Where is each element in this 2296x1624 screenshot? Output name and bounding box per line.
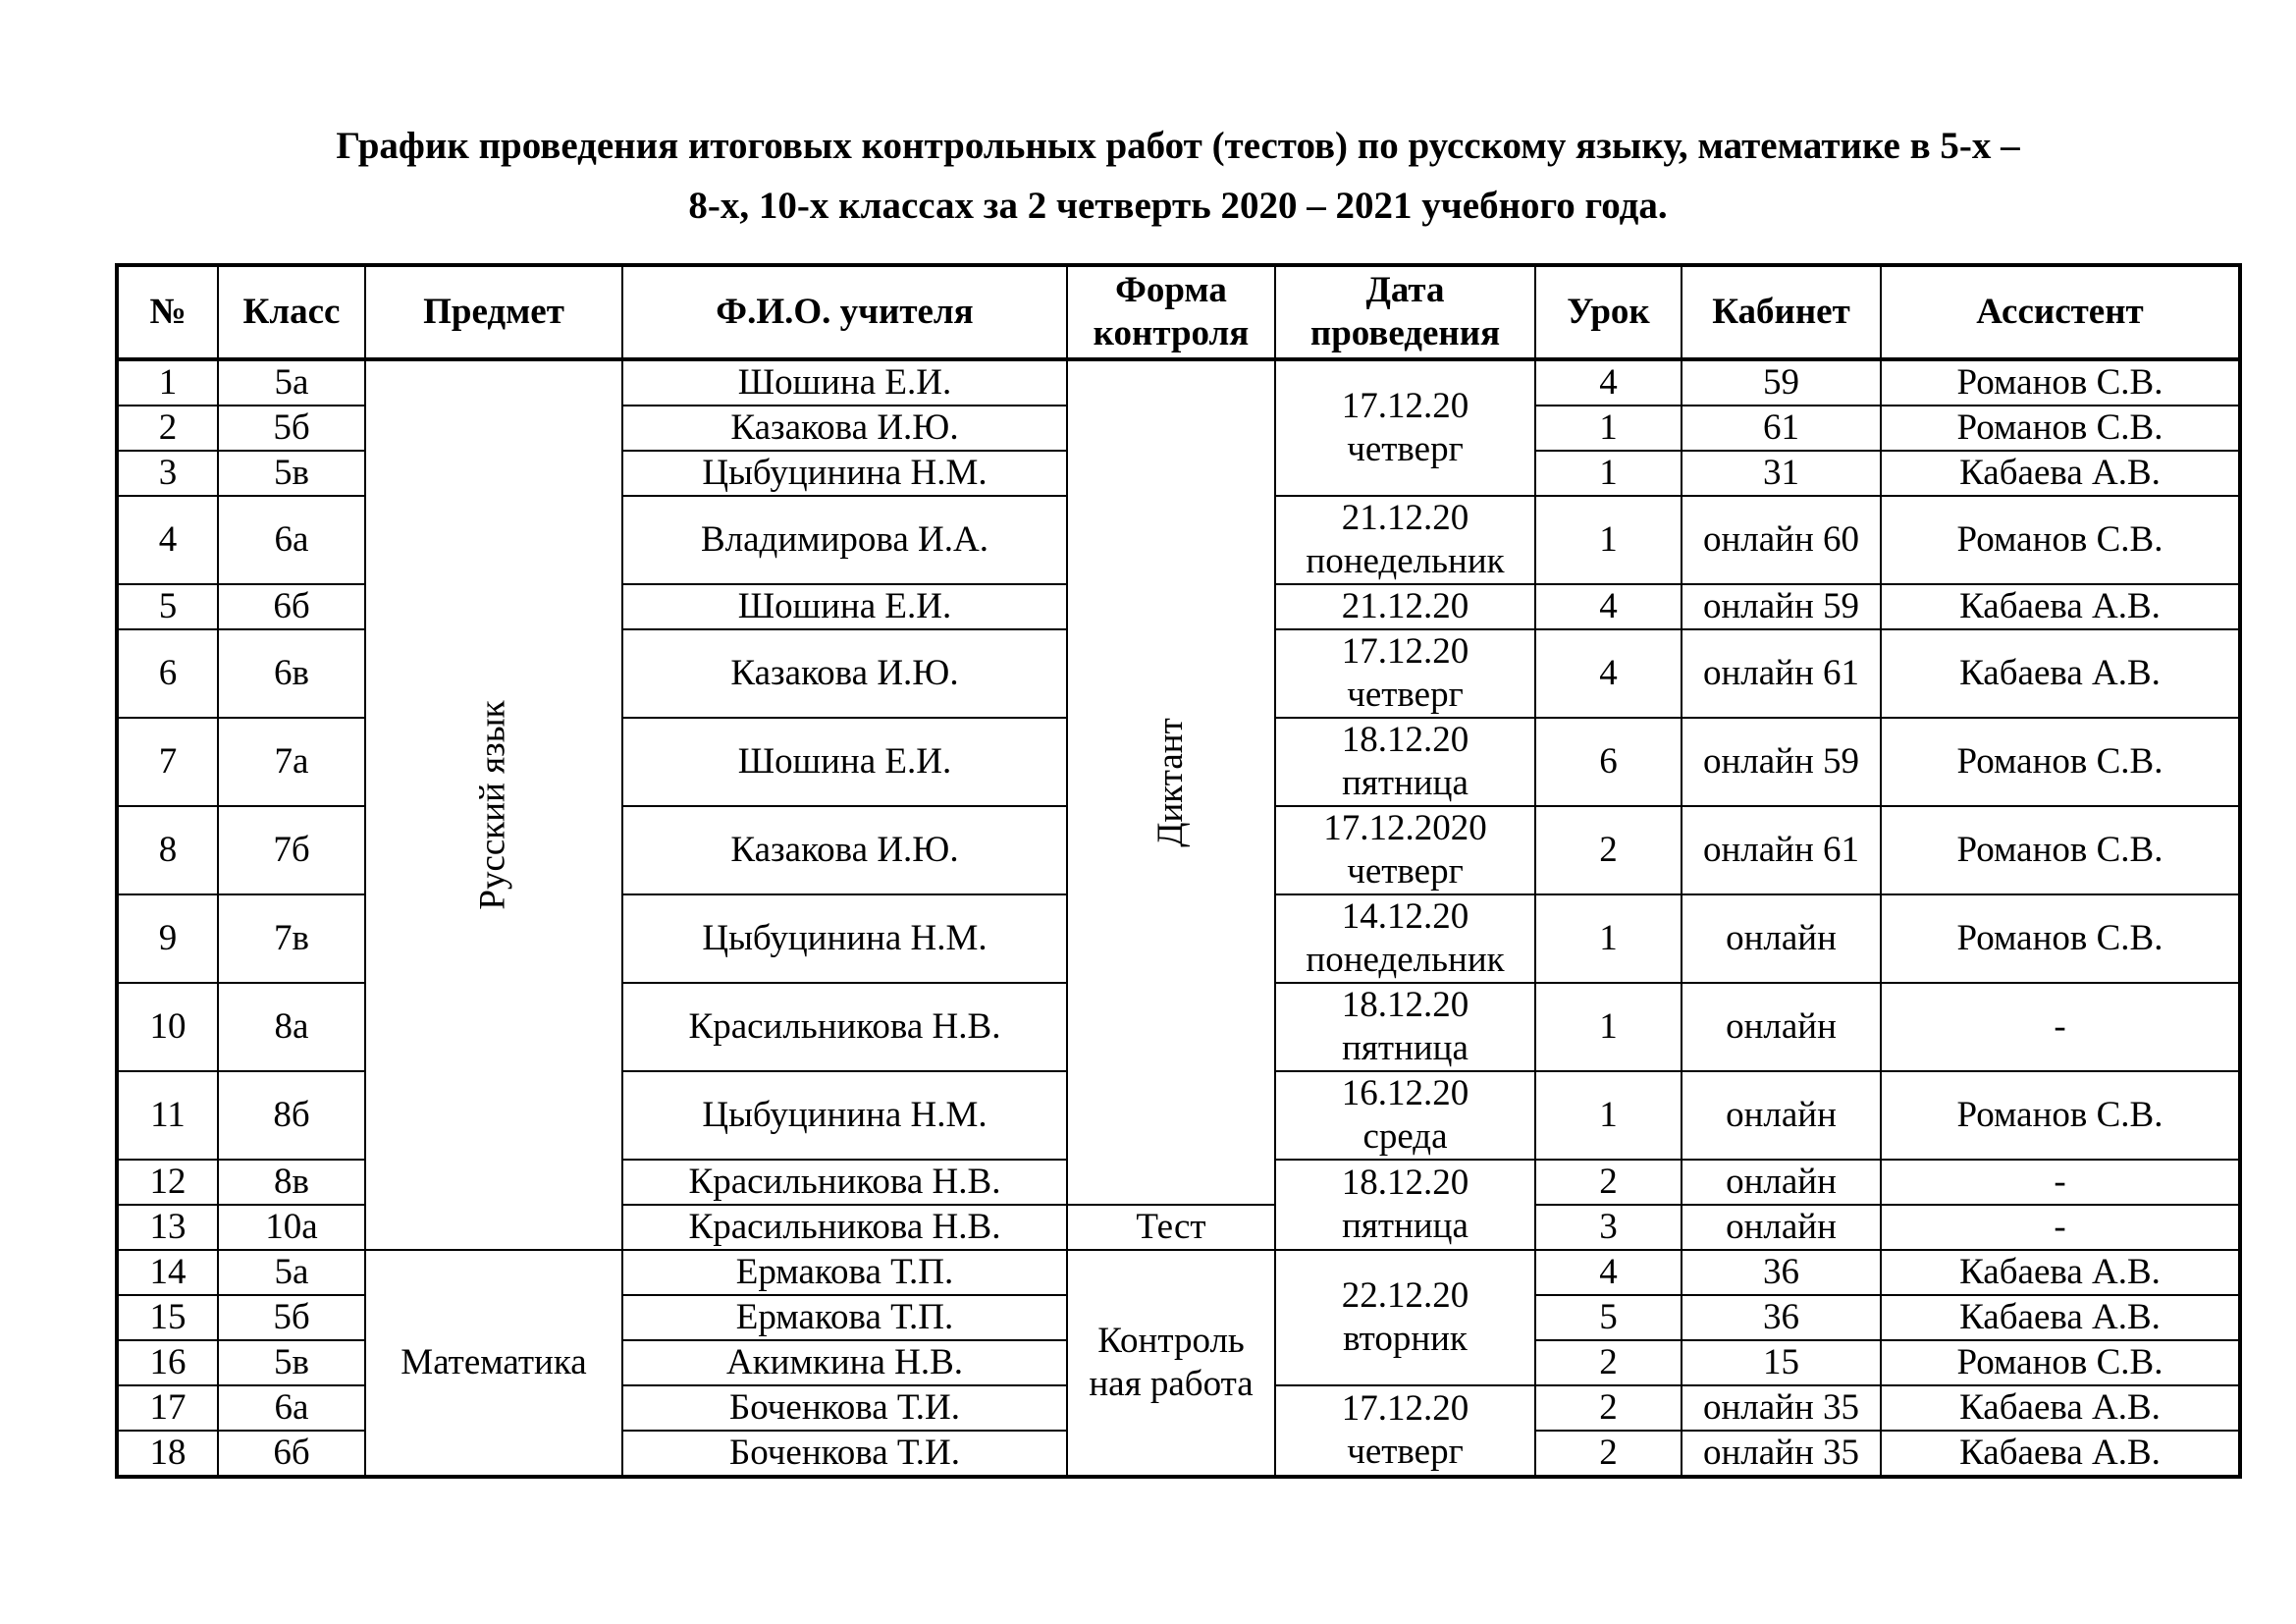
cell-teacher: Цыбуцинина Н.М. [622, 894, 1067, 983]
cell-assistant: Кабаева А.В. [1881, 1250, 2240, 1295]
cell-room: онлайн 61 [1682, 629, 1881, 718]
cell-lesson: 1 [1535, 983, 1682, 1071]
date-value: 22.12.20 [1341, 1275, 1469, 1316]
cell-assistant: - [1881, 1160, 2240, 1205]
cell-lesson: 4 [1535, 359, 1682, 406]
cell-room: онлайн [1682, 1205, 1881, 1250]
cell-date [1275, 1250, 1535, 1385]
cell-class: 8в [218, 1160, 365, 1205]
cell-class: 6б [218, 584, 365, 629]
date-value: 17.12.20 [1341, 1388, 1469, 1429]
cell-teacher: Шошина Е.И. [622, 584, 1067, 629]
cell-class: 5в [218, 451, 365, 496]
cell-num: 6 [117, 629, 218, 718]
cell-room: онлайн 59 [1682, 584, 1881, 629]
cell-lesson: 2 [1535, 1431, 1682, 1477]
cell-date [1275, 1071, 1535, 1160]
cell-room: 61 [1682, 406, 1881, 451]
date-value: 21.12.20 [1341, 586, 1469, 626]
cell-form-control [1067, 1250, 1275, 1477]
cell-date [1275, 496, 1535, 584]
cell-class: 7б [218, 806, 365, 894]
cell-assistant: Романов С.В. [1881, 406, 2240, 451]
cell-num: 8 [117, 806, 218, 894]
cell-date [1275, 359, 1535, 496]
date-weekday: вторник [1343, 1319, 1468, 1359]
cell-num: 9 [117, 894, 218, 983]
cell-num: 10 [117, 983, 218, 1071]
cell-class: 5б [218, 1295, 365, 1340]
cell-assistant: Романов С.В. [1881, 1340, 2240, 1385]
cell-lesson: 1 [1535, 451, 1682, 496]
cell-assistant: Романов С.В. [1881, 718, 2240, 806]
cell-class: 7а [218, 718, 365, 806]
cell-lesson: 4 [1535, 629, 1682, 718]
cell-room: 36 [1682, 1295, 1881, 1340]
title-line-2: 8-х, 10-х классах за 2 четверть 2020 – 2021 учебного года. [688, 185, 1668, 227]
date-weekday: среда [1362, 1116, 1448, 1157]
cell-lesson: 1 [1535, 496, 1682, 584]
cell-num: 2 [117, 406, 218, 451]
date-weekday: четверг [1347, 429, 1464, 469]
cell-date [1275, 894, 1535, 983]
cell-date [1275, 1385, 1535, 1477]
cell-teacher: Шошина Е.И. [622, 359, 1067, 406]
header-date-line-2: проведения [1309, 313, 1501, 353]
cell-room: онлайн [1682, 1071, 1881, 1160]
cell-room: 36 [1682, 1250, 1881, 1295]
cell-class: 6а [218, 496, 365, 584]
cell-teacher: Красильникова Н.В. [622, 1160, 1067, 1205]
cell-assistant: Кабаева А.В. [1881, 1431, 2240, 1477]
table-row [117, 1250, 2240, 1295]
cell-room: онлайн 61 [1682, 806, 1881, 894]
cell-subject-russian [365, 359, 622, 1250]
cell-assistant: - [1881, 1205, 2240, 1250]
form-dictation-label: Диктант [1149, 718, 1191, 847]
cell-num: 1 [117, 359, 218, 406]
header-assistant: Ассистент [1881, 265, 2240, 359]
cell-num: 14 [117, 1250, 218, 1295]
cell-assistant: Кабаева А.В. [1881, 1385, 2240, 1431]
cell-room: 15 [1682, 1340, 1881, 1385]
header-room: Кабинет [1682, 265, 1881, 359]
cell-assistant: Романов С.В. [1881, 1071, 2240, 1160]
cell-date [1275, 629, 1535, 718]
cell-class: 8а [218, 983, 365, 1071]
cell-num: 17 [117, 1385, 218, 1431]
cell-date [1275, 983, 1535, 1071]
cell-class: 5а [218, 359, 365, 406]
cell-num: 18 [117, 1431, 218, 1477]
date-weekday: пятница [1342, 1206, 1468, 1246]
date-weekday: четверг [1347, 675, 1464, 715]
cell-lesson: 2 [1535, 806, 1682, 894]
cell-teacher: Шошина Е.И. [622, 718, 1067, 806]
cell-num: 7 [117, 718, 218, 806]
cell-num: 15 [117, 1295, 218, 1340]
cell-num: 5 [117, 584, 218, 629]
cell-num: 4 [117, 496, 218, 584]
cell-class: 5в [218, 1340, 365, 1385]
cell-assistant: Романов С.В. [1881, 806, 2240, 894]
cell-num: 3 [117, 451, 218, 496]
date-value: 18.12.20 [1341, 985, 1469, 1025]
cell-teacher: Казакова И.Ю. [622, 406, 1067, 451]
cell-date [1275, 584, 1535, 629]
cell-lesson: 4 [1535, 584, 1682, 629]
date-value: 14.12.20 [1341, 896, 1469, 937]
cell-lesson: 2 [1535, 1340, 1682, 1385]
header-date-line-1: Дата [1365, 270, 1445, 310]
cell-assistant: Кабаева А.В. [1881, 584, 2240, 629]
page-title [147, 116, 2209, 236]
cell-teacher: Владимирова И.А. [622, 496, 1067, 584]
cell-date [1275, 806, 1535, 894]
cell-lesson: 4 [1535, 1250, 1682, 1295]
cell-assistant: Кабаева А.В. [1881, 451, 2240, 496]
cell-assistant: - [1881, 983, 2240, 1071]
form-control-line-1: Контроль [1097, 1321, 1245, 1361]
cell-room: онлайн [1682, 1160, 1881, 1205]
cell-teacher: Ермакова Т.П. [622, 1295, 1067, 1340]
date-value: 17.12.20 [1341, 631, 1469, 672]
date-weekday: понедельник [1306, 541, 1505, 581]
cell-teacher: Боченкова Т.И. [622, 1431, 1067, 1477]
cell-lesson: 1 [1535, 894, 1682, 983]
date-value: 17.12.2020 [1323, 808, 1487, 848]
cell-form-dictation [1067, 359, 1275, 1205]
cell-num: 12 [117, 1160, 218, 1205]
cell-form-test: Тест [1067, 1205, 1275, 1250]
header-form [1067, 265, 1275, 359]
cell-teacher: Красильникова Н.В. [622, 1205, 1067, 1250]
cell-num: 13 [117, 1205, 218, 1250]
date-value: 18.12.20 [1341, 1163, 1469, 1203]
cell-lesson: 2 [1535, 1160, 1682, 1205]
date-value: 16.12.20 [1341, 1073, 1469, 1113]
cell-room: онлайн 35 [1682, 1431, 1881, 1477]
cell-teacher: Цыбуцинина Н.М. [622, 1071, 1067, 1160]
cell-assistant: Романов С.В. [1881, 359, 2240, 406]
cell-assistant: Кабаева А.В. [1881, 1295, 2240, 1340]
header-subject: Предмет [365, 265, 622, 359]
date-value: 18.12.20 [1341, 720, 1469, 760]
cell-room: онлайн 35 [1682, 1385, 1881, 1431]
cell-num: 16 [117, 1340, 218, 1385]
date-value: 17.12.20 [1341, 386, 1469, 426]
cell-room: онлайн 59 [1682, 718, 1881, 806]
cell-class: 7в [218, 894, 365, 983]
cell-subject-math: Математика [365, 1250, 622, 1477]
cell-num: 11 [117, 1071, 218, 1160]
cell-assistant: Кабаева А.В. [1881, 629, 2240, 718]
cell-teacher: Акимкина Н.В. [622, 1340, 1067, 1385]
header-teacher: Ф.И.О. учителя [622, 265, 1067, 359]
cell-room: онлайн 60 [1682, 496, 1881, 584]
cell-date [1275, 1160, 1535, 1250]
cell-class: 10а [218, 1205, 365, 1250]
schedule-table [115, 263, 2242, 1479]
cell-room: онлайн [1682, 894, 1881, 983]
cell-room: онлайн [1682, 983, 1881, 1071]
date-weekday: пятница [1342, 763, 1468, 803]
cell-class: 8б [218, 1071, 365, 1160]
cell-teacher: Казакова И.Ю. [622, 806, 1067, 894]
date-value: 21.12.20 [1341, 498, 1469, 538]
header-num: № [117, 265, 218, 359]
cell-class: 5а [218, 1250, 365, 1295]
title-line-1: График проведения итоговых контрольных работ (тестов) по русскому языку, математике в 5-х – [336, 125, 2020, 167]
cell-lesson: 2 [1535, 1385, 1682, 1431]
table-row [117, 359, 2240, 406]
cell-lesson: 6 [1535, 718, 1682, 806]
date-weekday: пятница [1342, 1028, 1468, 1068]
header-lesson: Урок [1535, 265, 1682, 359]
cell-teacher: Красильникова Н.В. [622, 983, 1067, 1071]
cell-lesson: 3 [1535, 1205, 1682, 1250]
cell-class: 6а [218, 1385, 365, 1431]
cell-date [1275, 718, 1535, 806]
cell-assistant: Романов С.В. [1881, 496, 2240, 584]
cell-lesson: 5 [1535, 1295, 1682, 1340]
header-form-line-1: Форма [1115, 270, 1227, 310]
cell-room: 59 [1682, 359, 1881, 406]
cell-lesson: 1 [1535, 406, 1682, 451]
date-weekday: понедельник [1306, 940, 1505, 980]
header-row [117, 265, 2240, 359]
cell-teacher: Казакова И.Ю. [622, 629, 1067, 718]
subject-russian-label: Русский язык [472, 700, 513, 910]
date-weekday: четверг [1347, 851, 1464, 892]
header-class: Класс [218, 265, 365, 359]
cell-class: 5б [218, 406, 365, 451]
cell-class: 6б [218, 1431, 365, 1477]
cell-teacher: Ермакова Т.П. [622, 1250, 1067, 1295]
header-date [1275, 265, 1535, 359]
cell-room: 31 [1682, 451, 1881, 496]
header-form-line-2: контроля [1093, 313, 1250, 353]
cell-assistant: Романов С.В. [1881, 894, 2240, 983]
date-weekday: четверг [1347, 1432, 1464, 1472]
cell-teacher: Цыбуцинина Н.М. [622, 451, 1067, 496]
form-control-line-2: ная работа [1089, 1364, 1254, 1404]
cell-teacher: Боченкова Т.И. [622, 1385, 1067, 1431]
cell-class: 6в [218, 629, 365, 718]
cell-lesson: 1 [1535, 1071, 1682, 1160]
